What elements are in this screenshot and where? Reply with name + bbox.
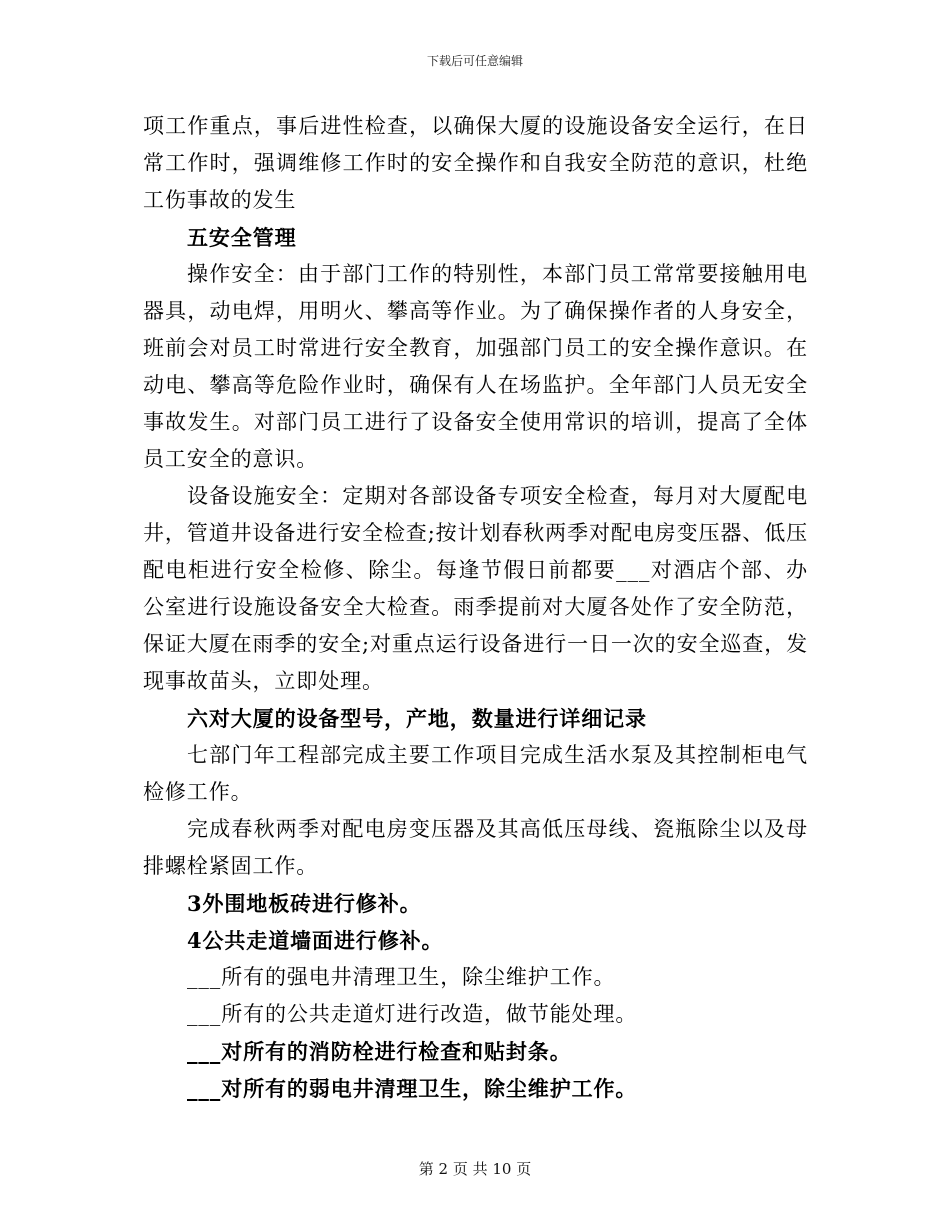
document-body: [143, 108, 808, 1107]
paragraph: 设备设施安全：定期对各部设备专项安全检查，每月对大厦配电井，管道井设备进行安全检查;按计划春秋两季对配电房变压器、低压配电柜进行安全检修、除尘。每逢节假日前都要___对酒店个部、办公室进行设施设备安全大检查。雨季提前对大厦各处作了安全防范，保证大厦在雨季的安全;对重点运行设备进行一日一次的安全巡查，发现事故苗头，立即处理。: [143, 484, 808, 693]
page-header: 下载后可任意编辑: [426, 54, 523, 68]
section-heading: 五安全管理: [187, 225, 297, 250]
list-item: ___所有的强电井清理卫生，除尘维护工作。: [187, 965, 616, 989]
paragraph: 七部门年工程部完成主要工作项目完成生活水泵及其控制柜电气检修工作。: [143, 743, 808, 804]
page-footer: 第 2 页 共 10 页: [418, 1160, 532, 1178]
list-item: 4公共走道墙面进行修补。: [187, 928, 444, 953]
list-item: 3外围地板砖进行修补。: [187, 891, 422, 916]
paragraph: 操作安全：由于部门工作的特别性，本部门员工常常要接触用电器具，动电焊，用明火、攀高等作业。为了确保操作者的人身安全，班前会对员工时常进行安全教育，加强部门员工的安全操作意识。在动电、攀高等危险作业时，确保有人在场监护。全年部门人员无安全事故发生。对部门员工进行了设备安全使用常识的培训，提高了全体员工安全的意识。: [143, 262, 808, 471]
list-item: ___对所有的弱电井清理卫生，除尘维护工作。: [187, 1076, 638, 1101]
list-item: ___所有的公共走道灯进行改造，做节能处理。: [187, 1002, 638, 1026]
section-heading: 六对大厦的设备型号，产地，数量进行详细记录: [187, 706, 647, 731]
list-item: ___对所有的消防栓进行检查和贴封条。: [187, 1039, 572, 1064]
paragraph: 项工作重点，事后进性检查，以确保大厦的设施设备安全运行，在日常工作时，强调维修工作时的安全操作和自我安全防范的意识，杜绝工伤事故的发生: [143, 114, 808, 212]
paragraph: 完成春秋两季对配电房变压器及其高低压母线、瓷瓶除尘以及母排螺栓紧固工作。: [143, 817, 808, 878]
